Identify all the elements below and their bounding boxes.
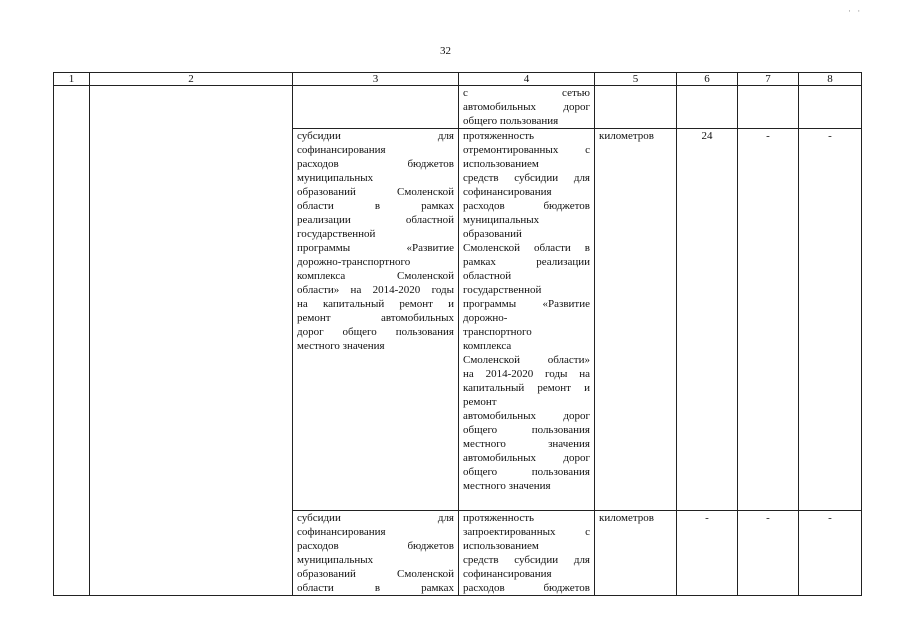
text-line: ремонт автомобильных	[297, 312, 454, 324]
text-line: протяженность	[463, 130, 535, 142]
unit-cell: километров	[595, 511, 677, 596]
text-line: программы «Развитие	[463, 298, 590, 310]
text-line: области в рамках	[297, 200, 454, 212]
text-line: государственной	[463, 284, 542, 296]
text-line: ремонт	[463, 396, 497, 408]
column-number-3: 3	[293, 73, 459, 86]
text-line: местного значения	[463, 480, 551, 492]
text-line: местного значения	[297, 340, 385, 352]
page-number: 32	[440, 45, 451, 57]
text-line: на 2014-2020 годы на	[463, 368, 590, 380]
text-line: расходов бюджетов	[297, 540, 454, 552]
cont-col3-cell	[293, 86, 459, 129]
text-line: рамках реализации	[463, 256, 590, 268]
text-line: автомобильных дорог	[463, 101, 590, 113]
value-col7-cell: -	[738, 511, 799, 596]
text-line: образований	[463, 228, 522, 240]
col2-cell	[90, 86, 293, 596]
text-line: общего пользования	[463, 424, 590, 436]
value-col6-cell: -	[677, 511, 738, 596]
cont-col8-cell	[799, 86, 862, 129]
text-line: местного значения	[463, 438, 590, 450]
data-table	[53, 72, 862, 596]
text-line: расходов бюджетов	[463, 200, 590, 212]
text-line: комплекса	[463, 340, 512, 352]
text-line: с сетью	[463, 87, 590, 99]
column-number-8: 8	[799, 73, 862, 86]
text-line: Смоленской области в	[463, 242, 590, 254]
indicator-description-cell	[459, 129, 595, 511]
text-line: средств субсидии для	[463, 554, 590, 566]
text-line: капитальный ремонт и	[463, 382, 590, 394]
text-line: софинансирования	[463, 568, 552, 580]
text-line: дорожно-транспортного	[297, 256, 411, 268]
column-number-6: 6	[677, 73, 738, 86]
text-line: автомобильных дорог	[463, 452, 590, 464]
text-line: софинансирования	[297, 526, 386, 538]
value-col8-cell: -	[799, 511, 862, 596]
text-line: дорог общего пользования	[297, 326, 454, 338]
text-line: государственной	[297, 228, 376, 240]
subsidy-description-cell	[293, 129, 459, 511]
text-line: запроектированных с	[463, 526, 590, 538]
text-line: общего пользования	[463, 466, 590, 478]
text-line: на капитальный ремонт и	[297, 298, 454, 310]
text-line: образований Смоленской	[297, 186, 454, 198]
text-line: расходов бюджетов	[463, 582, 590, 594]
text-line: дорожно-	[463, 312, 508, 324]
text-line: автомобильных дорог	[463, 410, 590, 422]
text-line: комплекса Смоленской	[297, 270, 454, 282]
text-line: субсидии для	[297, 512, 454, 524]
col1-cell	[54, 86, 90, 596]
column-number-5: 5	[595, 73, 677, 86]
value-col6-cell: 24	[677, 129, 738, 511]
text-line: реализации областной	[297, 214, 454, 226]
table-row-continuation	[54, 86, 862, 129]
column-number-2: 2	[90, 73, 293, 86]
cont-col5-cell	[595, 86, 677, 129]
text-line: областной	[463, 270, 512, 282]
column-number-4: 4	[459, 73, 595, 86]
value-col8-cell: -	[799, 129, 862, 511]
column-number-7: 7	[738, 73, 799, 86]
column-number-1: 1	[54, 73, 90, 86]
text-line: образований Смоленской	[297, 568, 454, 580]
text-line: общего пользования	[463, 115, 559, 127]
value-col7-cell: -	[738, 129, 799, 511]
text-line: отремонтированных с	[463, 144, 590, 156]
text-line: субсидии для	[297, 130, 454, 142]
text-line: муниципальных	[297, 554, 374, 566]
text-line: расходов бюджетов	[297, 158, 454, 170]
text-line: использованием	[463, 540, 539, 552]
column-number-row	[54, 73, 862, 86]
text-line: средств субсидии для	[463, 172, 590, 184]
subsidy-description-cell	[293, 511, 459, 596]
corner-mark: · ·	[848, 6, 863, 16]
indicator-description-cell	[459, 511, 595, 596]
text-line: протяженность	[463, 512, 535, 524]
text-line: муниципальных	[297, 172, 374, 184]
cont-col7-cell	[738, 86, 799, 129]
cont-indicator-cell	[459, 86, 595, 129]
text-line: области» на 2014-2020 годы	[297, 284, 454, 296]
text-line: муниципальных	[463, 214, 540, 226]
text-line: области в рамках	[297, 582, 454, 594]
cont-col6-cell	[677, 86, 738, 129]
text-line: программы «Развитие	[297, 242, 454, 254]
unit-cell: километров	[595, 129, 677, 511]
text-line: транспортного	[463, 326, 532, 338]
text-line: софинансирования	[463, 186, 552, 198]
text-line: Смоленской области»	[463, 354, 590, 366]
text-line: использованием	[463, 158, 539, 170]
text-line: софинансирования	[297, 144, 386, 156]
